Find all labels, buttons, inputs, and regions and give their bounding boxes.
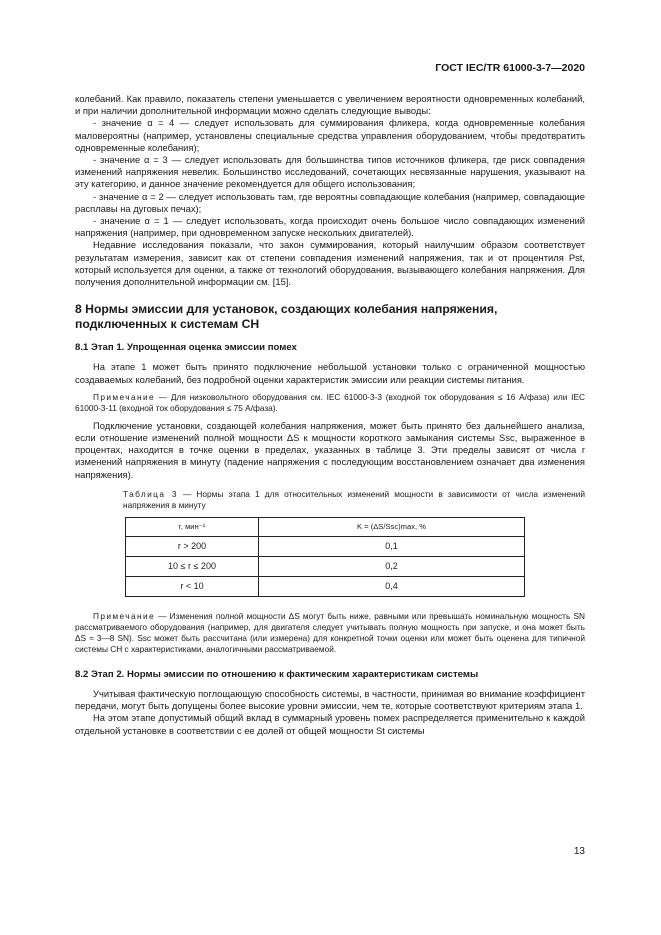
table-header-k: K = (ΔS/Ssc)max, % — [259, 517, 525, 536]
document-body — [75, 93, 585, 737]
list-item: - значение α = 4 — следует использовать для суммирования фликера, когда одновременные колебания маловероятны (например, установлены специальные средства управления оборудованием, чтобы предотвратить одновременные колебания); — [75, 117, 585, 153]
table-cell-r: r > 200 — [126, 536, 259, 556]
table-row — [126, 536, 525, 556]
table-caption-text: — Нормы этапа 1 для относительных изменений мощности в зависимости от числа изменений напряжения в минуту — [123, 488, 585, 510]
table-cell-k: 0,4 — [259, 576, 525, 596]
section-heading: 8 Нормы эмиссии для установок, создающих колебания напряжения, подключенных к системам СН — [75, 302, 498, 332]
note-text: — Изменения полной мощности ΔS могут быть ниже, равными или превышать номинальную мощность SN рассматриваемого оборудования (например, для двигателя следует учитывать полную мощность при запуске, и она может быть ΔS ≈ 3—8 SN). Ssc может быть рассчитана (или измерена) для конкретной точки оценки или может быть оценена для типичной системы СН с характеристиками, аналогичными рассматриваемой. — [75, 610, 585, 654]
table-header-r: r, мин⁻¹ — [126, 517, 259, 536]
emission-limits-table — [125, 517, 525, 597]
table-caption-label: Таблица 3 — [123, 488, 178, 499]
paragraph: Учитывая фактическую поглощающую способность системы, в частности, принимая во внимание коэффициент передачи, могут быть допущены более высокие уровни эмиссии, чем те, которые соответствуют критериям этапа 1. — [75, 688, 585, 712]
list-item: - значение α = 3 — следует использовать для большинства типов источников фликера, где риск совпадения изменений напряжения невелик. Большинство исследований, сочетающих несвязанные нарушения, указывают на эту категорию, и данное значение рекомендуется для общего использования; — [75, 154, 585, 190]
list-item: - значение α = 1 — следует использовать, когда происходит очень большое число совпадающих изменений напряжения (например, при одновременном запуске нескольких двигателей). — [75, 215, 585, 239]
table-caption — [123, 489, 585, 511]
page-number: 13 — [573, 846, 585, 857]
table-row — [126, 576, 525, 596]
subsection-heading: 8.1 Этап 1. Упрощенная оценка эмиссии помех — [75, 342, 297, 354]
table-cell-r: 10 ≤ r ≤ 200 — [126, 556, 259, 576]
note-text: — Для низковольтного оборудования см. IEC 61000-3-3 (входной ток оборудования ≤ 16 А/фаза) или IEC 61000-3-11 (входной ток оборудования ≤ 75 А/фаза). — [75, 391, 585, 413]
note-label: Примечание — [93, 391, 156, 402]
note — [75, 611, 585, 655]
paragraph: На этом этапе допустимый общий вклад в суммарный уровень помех распределяется применительно к каждой отдельной установке в соответствии с ее долей от общей мощности St системы — [75, 712, 585, 736]
paragraph: колебаний. Как правило, показатель степени уменьшается с увеличением вероятности одновременных колебаний, и при наличии дополнительной информации можно сделать следующие выводы: — [75, 93, 585, 117]
paragraph: На этапе 1 может быть принято подключение небольшой установки только с ограниченной мощностью создаваемых колебаний, без подробной оценки характеристик эмиссии или реакции системы питания. — [75, 361, 585, 385]
paragraph: Недавние исследования показали, что закон суммирования, который наилучшим образом соответствует результатам измерения, зависит как от степени совпадения изменений напряжения, так и от процентиля Pst, который используется для оценки, а также от технологий оборудования, вызывающего колебания напряжения. Для получения дополнительной информации см. [15]. — [75, 239, 585, 288]
document-page — [75, 0, 585, 935]
table-header-row — [126, 517, 525, 536]
table-row — [126, 556, 525, 576]
subsection-heading: 8.2 Этап 2. Нормы эмиссии по отношению к фактическим характеристикам системы — [75, 668, 479, 680]
table-cell-k: 0,1 — [259, 536, 525, 556]
paragraph: Подключение установки, создающей колебания напряжения, может быть принято без дальнейшего анализа, если отношение изменений полной мощности ΔS к мощности короткого замыкания системы Ssc, выраженное в процентах, находится в точке оценки в пределах, указанных в таблице 3. Эти пределы зависят от числа r изменений напряжения в минуту (падение напряжения с последующим восстановлением означает два изменения напряжения). — [75, 419, 585, 480]
note — [75, 392, 585, 414]
table-cell-r: r < 10 — [126, 576, 259, 596]
note-label: Примечание — [93, 610, 156, 621]
table-cell-k: 0,2 — [259, 556, 525, 576]
list-item: - значение α = 2 — следует использовать там, где вероятны совпадающие колебания (например, совпадающие расплавы на дуговых печах); — [75, 190, 585, 214]
document-header: ГОСТ IEC/TR 61000-3-7—2020 — [435, 62, 585, 74]
